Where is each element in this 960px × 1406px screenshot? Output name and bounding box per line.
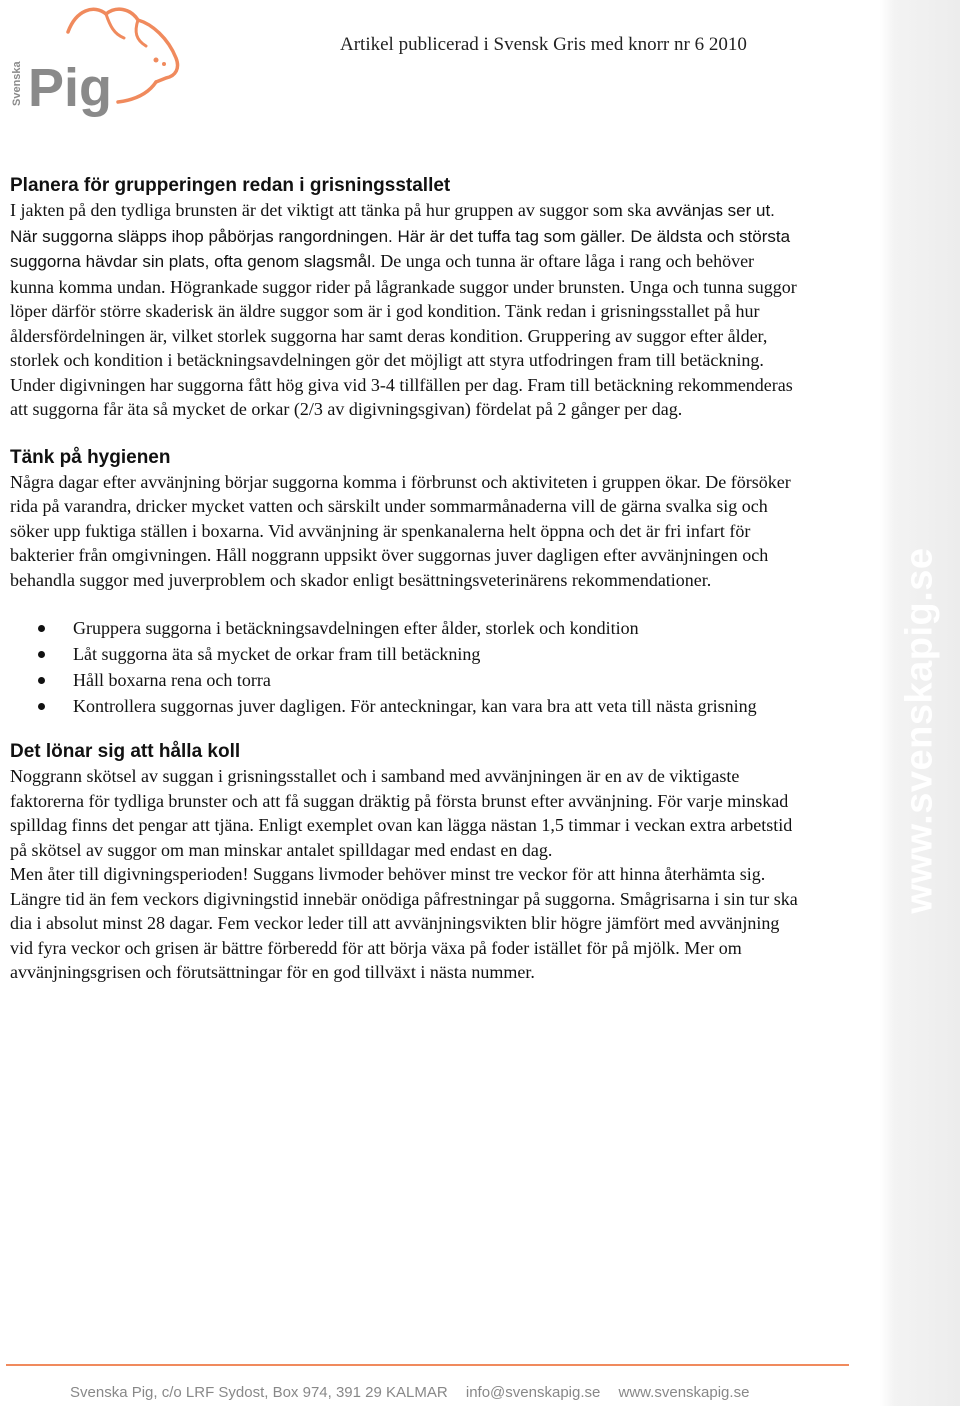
- article-publication-line: Artikel publicerad i Svensk Gris med knorr nr 6 2010: [340, 34, 747, 55]
- pig-logo-icon: [6, 2, 184, 126]
- spacer: [10, 720, 800, 740]
- side-watermark: [885, 546, 955, 914]
- spacer: [10, 592, 800, 616]
- side-watermark-text: www.svenskapig.se: [898, 546, 941, 914]
- section1-text-1: I jakten på den tydliga brunsten är det viktigt att tänka på hur gruppen av suggor som ska: [10, 200, 652, 220]
- section1-text-4: De unga och: [375, 251, 472, 271]
- section-title-planera: Planera för grupperingen redan i grisningsstallet: [10, 175, 451, 196]
- bullet-item: Kontrollera suggornas juver dagligen. För anteckningar, kan vara bra att veta till nästa grisning: [10, 694, 800, 719]
- footer-address: Svenska Pig, c/o LRF Sydost, Box 974, 391 29 KALMAR: [70, 1384, 448, 1401]
- section-title-koll: Det lönar sig att hålla koll: [10, 741, 241, 762]
- bullet-item: Låt suggorna äta så mycket de orkar fram till betäckning: [10, 642, 800, 667]
- section1-text-5: tunna är oftare låga i rang och behöver kunna komma undan. Högrankade suggor rider på lågrankade suggor under brunsten. Unga och tunna suggor löper därför större skaderisk än äldre suggor som är i god kondition. Tänk redan i grisningsstallet på hur åldersfördelningen är, vilket storlek suggorna har samt deras kondition. Gruppering av suggor efter ålder, storlek och kondition i betäckningsavdelningen gör det möjligt att styra utfodringen fram till betäckning. Under digivningen har suggorna fått hög giva vid 3-4 tillfällen per dag. Fram till betäckning rekommenderas att suggorna får äta så mycket de orkar (2/3 av digivningsgivan) fördelat på 2 gånger per dag.: [10, 251, 797, 419]
- svenska-pig-logo: [6, 2, 184, 126]
- footer-email-link[interactable]: info@svenskapig.se: [465, 1384, 601, 1401]
- footer-web-link[interactable]: www.svenskapig.se: [618, 1384, 750, 1401]
- logo-small-text: Svenska: [11, 61, 23, 106]
- section1-paragraph: [10, 198, 800, 422]
- section1-text-2: avvänjas ser ut. När suggorna släpps ihop påbörjas rangordningen. Här är det tuffa tag som: [10, 201, 775, 246]
- bullet-item: Håll boxarna rena och torra: [10, 668, 800, 693]
- section3-paragraph-2: Men åter till digivningsperioden! Suggans livmoder behöver minst tre veckor för att hinna återhämta sig. Längre tid än fem veckors digivningstid innebär onödiga påfrestningar på suggorna. Smågrisarna i sin tur ska dia i absolut minst 28 dagar. Fem veckor leder till att avvänjningsvikten blir högre jämfört med avvänjning vid fyra veckor och grisen är bättre förberedd för att börja växa på foder istället för på mjölk. Mer om avvänjningsgrisen och förutsättningar för en god tillväxt i nästa nummer.: [10, 864, 798, 982]
- bullet-list: [10, 616, 800, 719]
- section-title-hygien: Tänk på hygienen: [10, 446, 171, 468]
- spacer: [10, 422, 800, 446]
- bullet-item: Gruppera suggorna i betäckningsavdelningen efter ålder, storlek och kondition: [10, 616, 800, 641]
- logo-wordmark: Pig: [28, 58, 113, 118]
- footer: [70, 1384, 810, 1401]
- section2-paragraph: Några dagar efter avvänjning börjar suggorna komma i förbrunst och aktiviteten i gruppen ökar. De försöker rida på varandra, dricker mycket vatten och särskilt under sommarmånaderna vill de gärna svalka sig och söker upp fuktiga ställen i boxarna. Vid avvänjning är spenkanalerna helt öppna och det är fri infart för bakterier från omgivningen. Håll noggrann uppsikt över suggornas juver dagligen efter avvänjningen och behandla suggor med juverproblem och skador enligt besättningsveterinärens rekommendationer.: [10, 471, 791, 590]
- section3-paragraph-1: Noggrann skötsel av suggan i grisningsstallet och i samband med avvänjningen är en av de viktigaste faktorerna för tydliga brunster och att få suggan dräktig på första brunst efter avvänjning. För varje minskad spilldag finns det pengar att tjäna. Enligt exemplet ovan kan lägga nästan 1,5 timmar i veckan extra arbetstid på skötsel av suggor om man minskar antalet spilldagar med endast en dag.: [10, 766, 793, 860]
- section1-text-3: gäller. De äldsta och största suggorna hävdar sin plats, ofta genom slagsmål.: [10, 226, 791, 271]
- article-content: [10, 174, 800, 985]
- footer-divider: [6, 1364, 849, 1366]
